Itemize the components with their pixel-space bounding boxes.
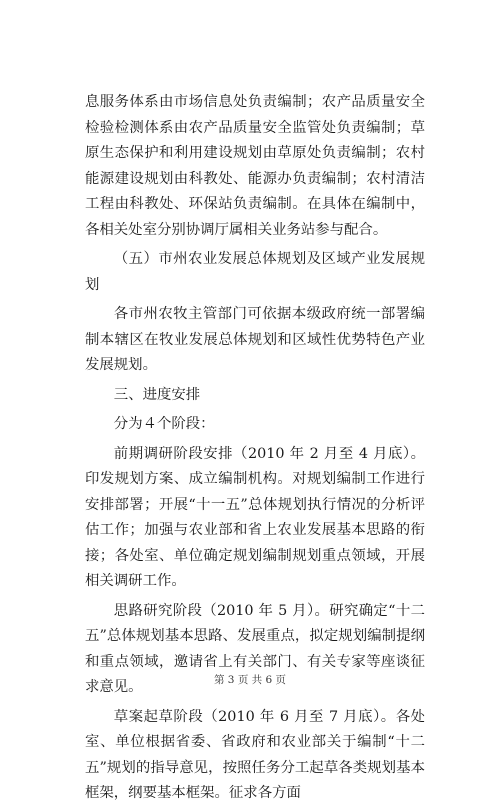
paragraph: 分为４个阶段： bbox=[113, 416, 215, 432]
document-body bbox=[85, 90, 425, 811]
paragraph-continued: 息服务体系由市场信息处负责编制；农产品质量安全检验检测体系由农产品质量安全监管处负责编制；草原生态保护和利用建设规划由草原处负责编制；农村能源建设规划由科教处、能源办负责编制；农村清洁工程由科教处、环保站负责编制。在具体在编制中，各相关处室分别协调厅属相关业务站参与配合。 bbox=[85, 94, 425, 238]
page-footer: 第 3 页 共 6 页 bbox=[213, 674, 287, 686]
section-heading-five: （五）市州农业发展总体规划及区域产业发展规划 bbox=[85, 251, 425, 293]
paragraph: 前期调研阶段安排（2010 年 2 月至 4 月底）。印发规划方案、成立编制机构。对规划编制工作进行安排部署；开展“十一五”总体规划执行情况的分析评估工作；加强与农业部和省上农业发展基本思路的衔接；各处室、单位确定规划编制规划重点领域，开展相关调研工作。 bbox=[85, 445, 425, 589]
section-heading-three: 三、进度安排 bbox=[113, 386, 201, 403]
paragraph: 各市州农牧主管部门可依据本级政府统一部署编制本辖区在牧业发展总体规划和区域性优势特色产业发展规划。 bbox=[85, 306, 425, 373]
paragraph: 草案起草阶段（2010 年 6 月至 7 月底）。各处室、单位根据省委、省政府和农业部关于编制“十二五”规划的指导意见，按照任务分工起草各类规划基本框架，纲要基本框架。征求各方面 bbox=[85, 708, 425, 801]
paragraph: 思路研究阶段（2010 年 5 月）。研究确定“十二五”总体规划基本思路、发展重点，拟定规划编制提纲和重点领域，邀请省上有关部门、有关专家等座谈征求意见。 bbox=[85, 602, 425, 695]
